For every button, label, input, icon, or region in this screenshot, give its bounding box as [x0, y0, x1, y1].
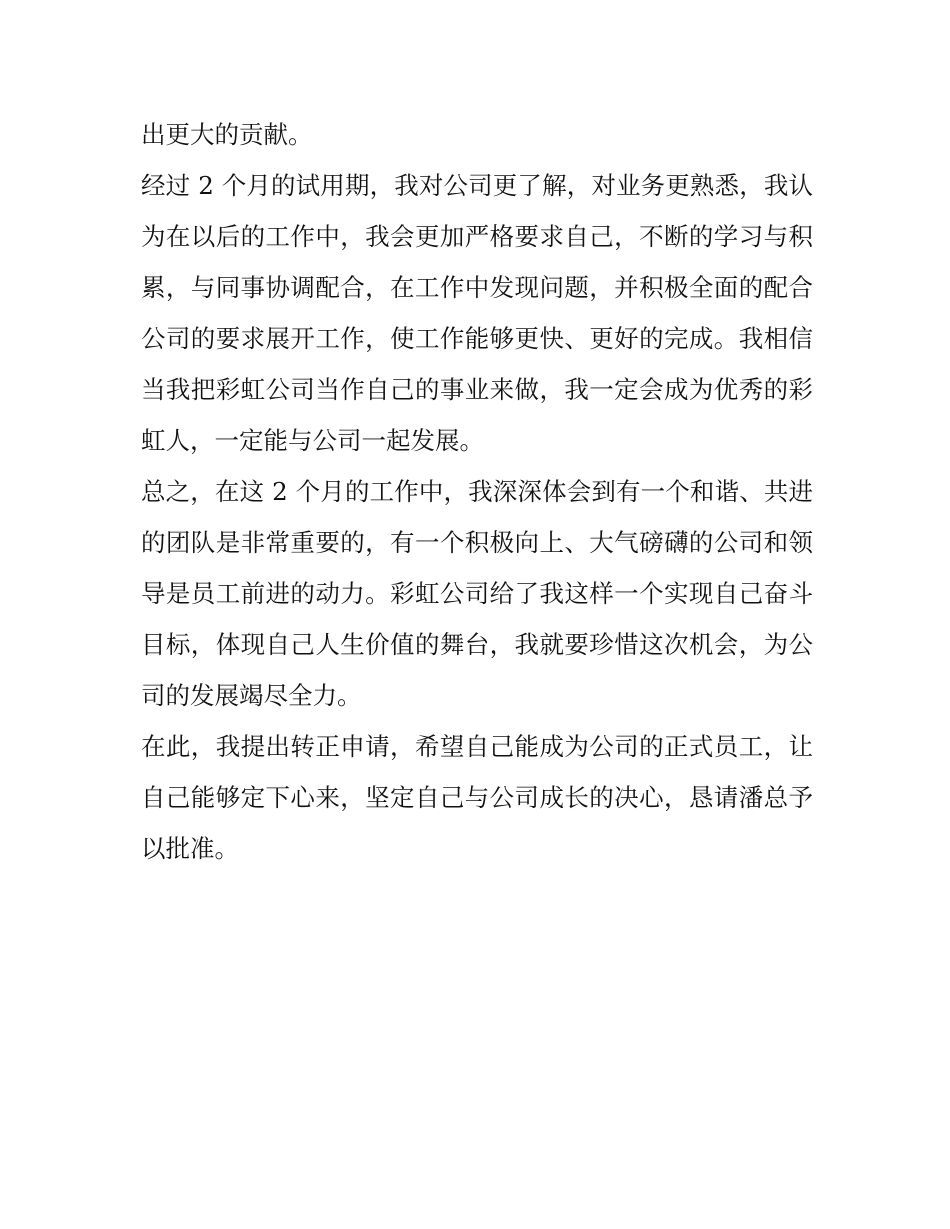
- text-line: 虹人，一定能与公司一起发展。: [141, 426, 484, 455]
- text-line: 自己能够定下心来，坚定自己与公司成长的决心，恳请潘总予: [141, 783, 813, 812]
- text-line: 累，与同事协调配合，在工作中发现问题，并积极全面的配合: [141, 273, 813, 302]
- text-line: 总之，在这 2 个月的工作中，我深深体会到有一个和谐、共进: [141, 477, 813, 506]
- text-line: 公司的要求展开工作，使工作能够更快、更好的完成。我相信: [141, 324, 813, 353]
- text-line: 出更大的贡献。: [141, 120, 313, 149]
- text-line: 导是员工前进的动力。彩虹公司给了我这样一个实现自己奋斗: [141, 579, 813, 608]
- text-line: 的团队是非常重要的，有一个积极向上、大气磅礴的公司和领: [141, 528, 813, 557]
- text-line: 以批准。: [141, 834, 239, 863]
- text-line: 经过 2 个月的试用期，我对公司更了解，对业务更熟悉，我认: [141, 171, 813, 200]
- text-line: 司的发展竭尽全力。: [141, 681, 362, 710]
- text-line: 当我把彩虹公司当作自己的事业来做，我一定会成为优秀的彩: [141, 375, 813, 404]
- text-line: 目标，体现自己人生价值的舞台，我就要珍惜这次机会，为公: [141, 630, 813, 659]
- text-line: 在此，我提出转正申请，希望自己能成为公司的正式员工，让: [141, 732, 813, 761]
- text-line: 为在以后的工作中，我会更加严格要求自己，不断的学习与积: [141, 222, 813, 251]
- document-body: [141, 109, 813, 874]
